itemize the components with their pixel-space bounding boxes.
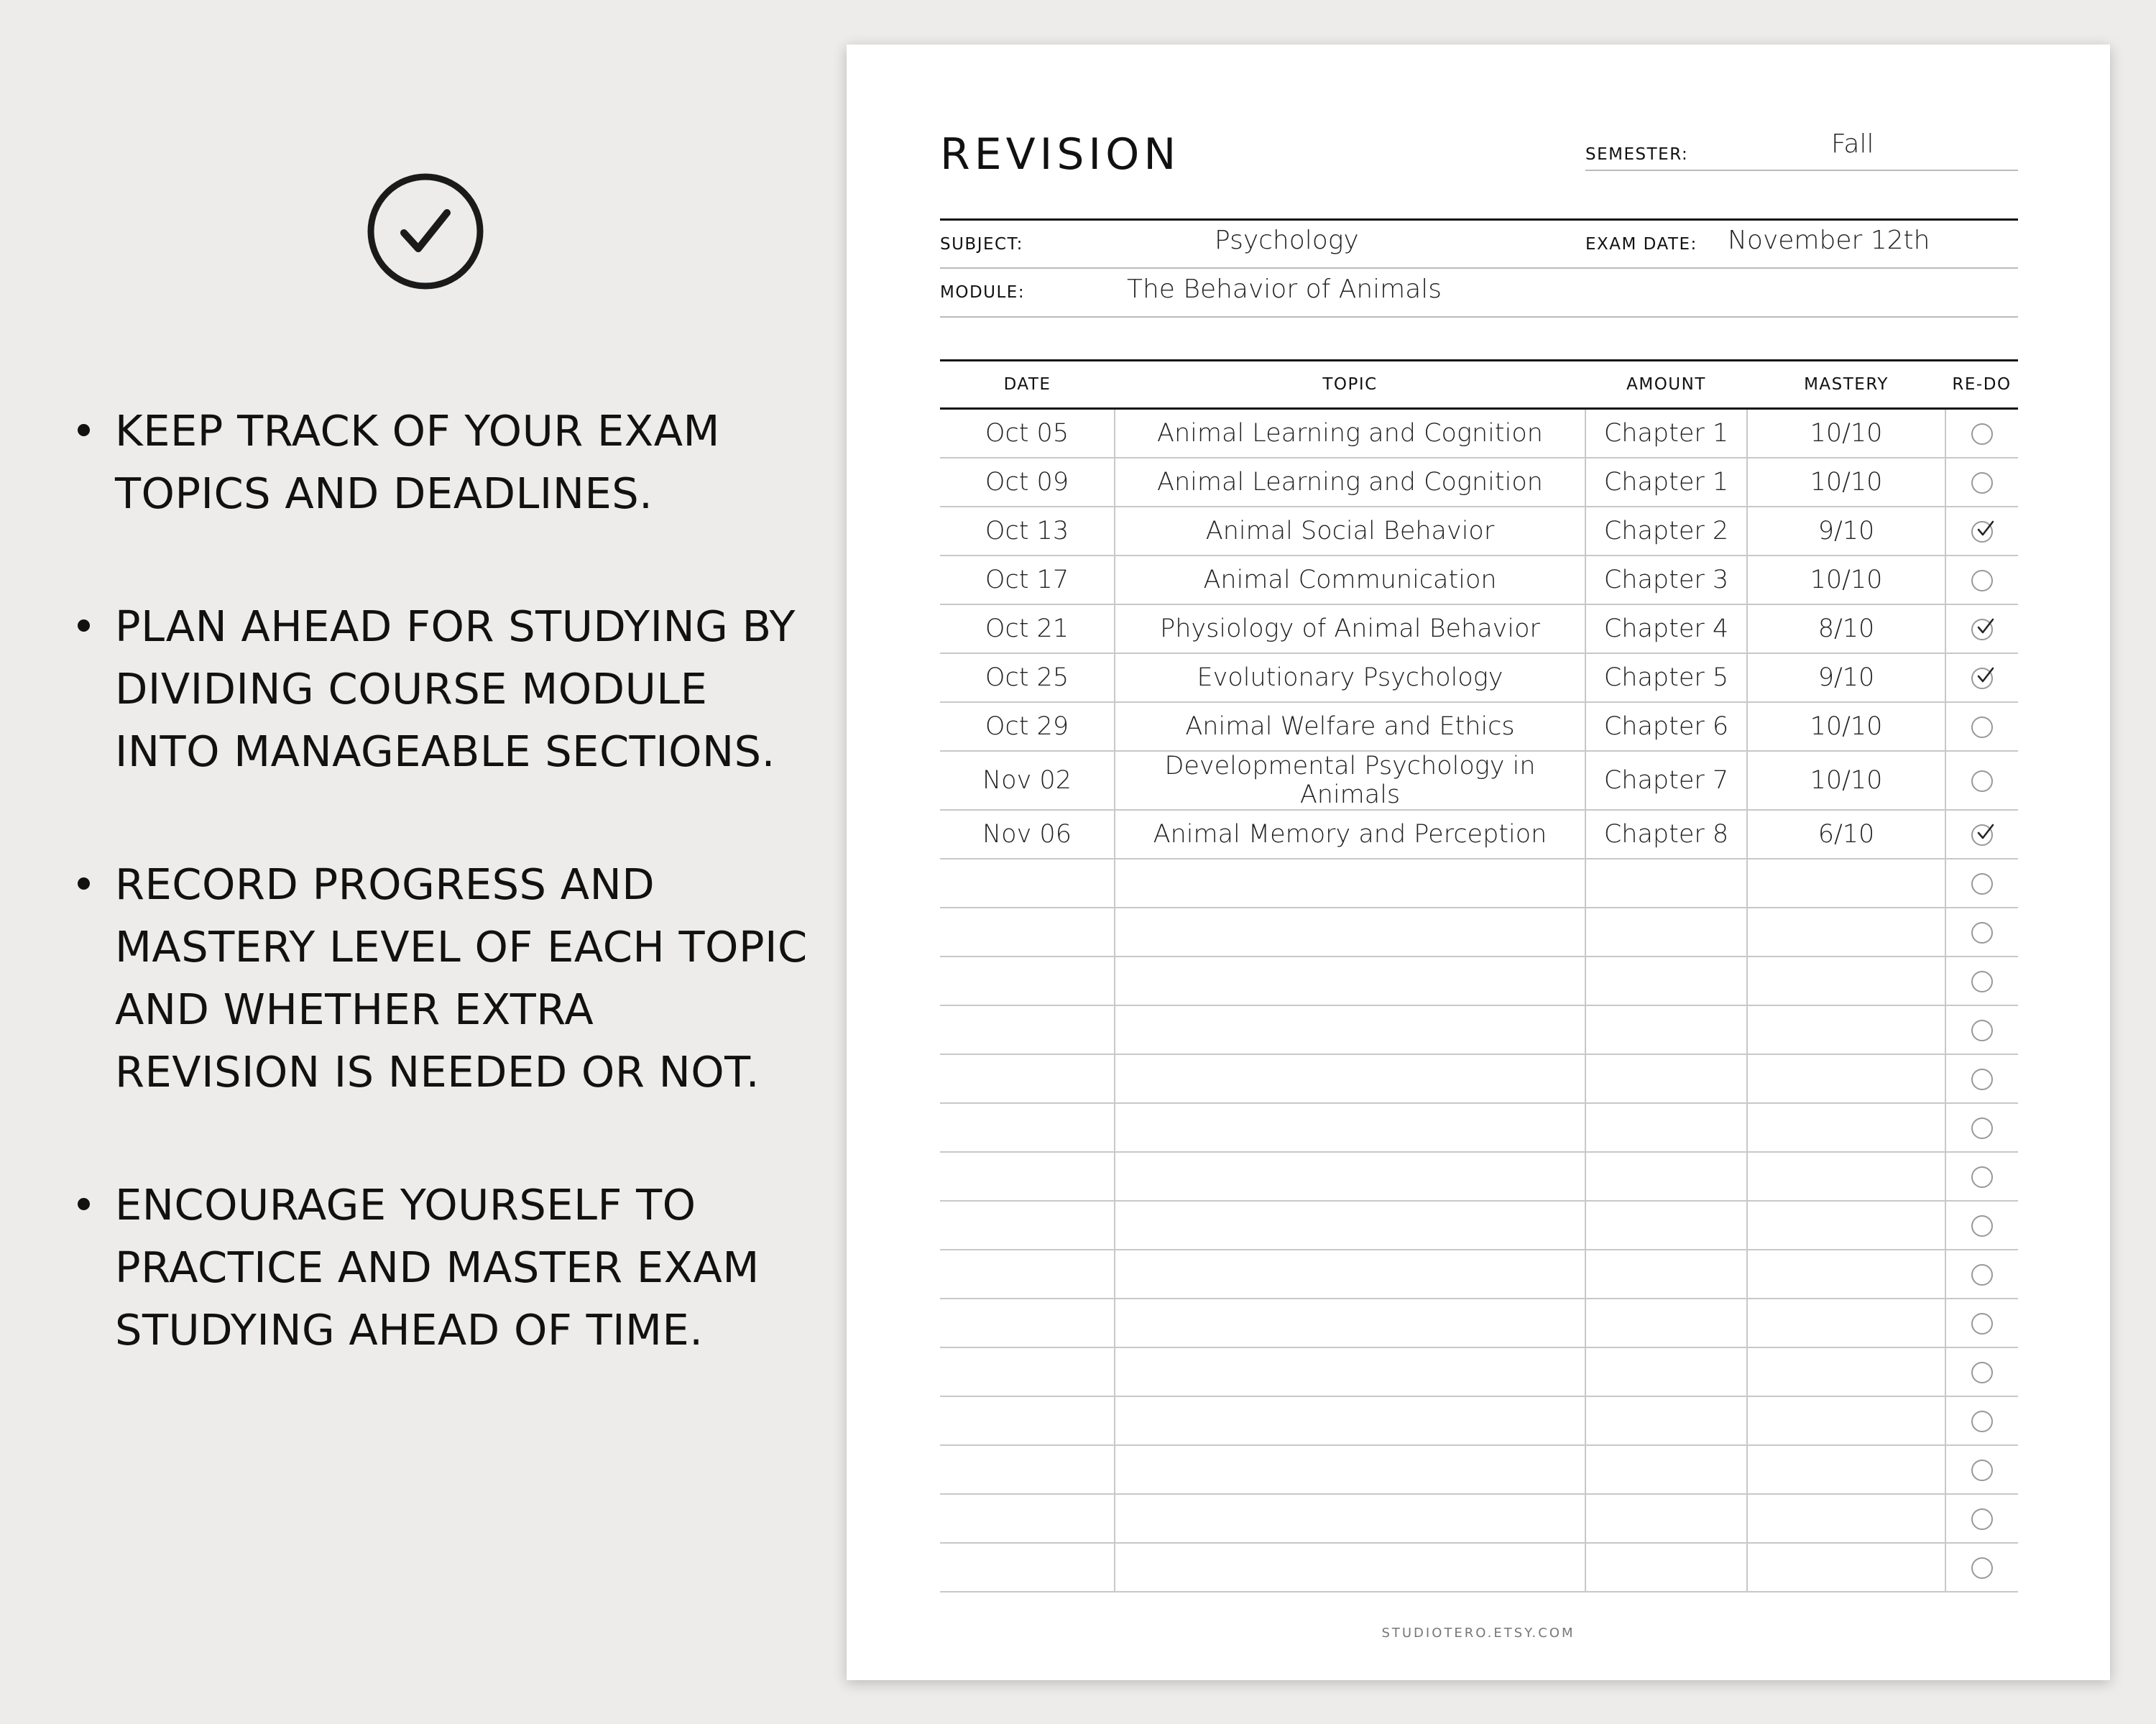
- table-row: [940, 702, 2018, 751]
- cell-amount: Chapter 6: [1585, 702, 1747, 751]
- cell-topic: [1115, 1152, 1585, 1201]
- cell-amount: [1585, 1543, 1747, 1592]
- cell-amount: [1585, 1201, 1747, 1250]
- checkmark-icon: [1974, 518, 1996, 540]
- feature-item: [72, 1174, 812, 1361]
- cell-date: [940, 957, 1115, 1005]
- cell-date: [940, 1299, 1115, 1347]
- redo-checkbox[interactable]: [1971, 1313, 1993, 1335]
- cell-mastery: [1747, 908, 1945, 957]
- cell-mastery: 6/10: [1747, 810, 1945, 859]
- redo-checkbox[interactable]: [1971, 619, 1993, 640]
- table-row: [940, 810, 2018, 859]
- redo-checkbox[interactable]: [1971, 770, 1993, 792]
- table-row: [940, 1005, 2018, 1054]
- cell-date: Nov 06: [940, 810, 1115, 859]
- column-header-redo: RE-DO: [1945, 361, 2018, 409]
- redo-checkbox[interactable]: [1971, 1508, 1993, 1530]
- module-value: The Behavior of Animals: [1127, 275, 1442, 304]
- cell-date: [940, 1054, 1115, 1103]
- redo-checkbox[interactable]: [1971, 971, 1993, 992]
- feature-text: RECORD PROGRESS AND MASTERY LEVEL OF EACH TOPIC AND WHETHER EXTRA REVISION IS NEEDED OR NOT.: [115, 859, 808, 1097]
- cell-mastery: [1747, 1054, 1945, 1103]
- cell-redo: [1945, 1445, 2018, 1494]
- cell-topic: Animal Communication: [1115, 556, 1585, 604]
- cell-topic: [1115, 1201, 1585, 1250]
- table-row: [940, 1543, 2018, 1592]
- semester-underline: [1585, 170, 2018, 171]
- bullet-icon: [78, 424, 90, 436]
- cell-topic: [1115, 1494, 1585, 1543]
- cell-topic: [1115, 859, 1585, 908]
- cell-mastery: [1747, 1250, 1945, 1299]
- cell-amount: [1585, 1299, 1747, 1347]
- table-row: [940, 1445, 2018, 1494]
- table-row: [940, 1299, 2018, 1347]
- redo-checkbox[interactable]: [1971, 521, 1993, 543]
- bullet-icon: [78, 1198, 90, 1210]
- subject-label: SUBJECT:: [940, 235, 1023, 254]
- cell-redo: [1945, 653, 2018, 702]
- cell-date: [940, 1250, 1115, 1299]
- cell-amount: [1585, 1396, 1747, 1445]
- column-header-mastery: MASTERY: [1747, 361, 1945, 409]
- cell-mastery: [1747, 1494, 1945, 1543]
- cell-amount: [1585, 1103, 1747, 1152]
- cell-topic: [1115, 1396, 1585, 1445]
- redo-checkbox[interactable]: [1971, 1020, 1993, 1041]
- cell-amount: Chapter 4: [1585, 604, 1747, 653]
- table-row: [940, 1347, 2018, 1396]
- cell-redo: [1945, 1494, 2018, 1543]
- column-header-date: DATE: [940, 361, 1115, 409]
- table-row: [940, 556, 2018, 604]
- redo-checkbox[interactable]: [1971, 1362, 1993, 1383]
- revision-table: [940, 359, 2018, 1592]
- cell-amount: [1585, 1445, 1747, 1494]
- checkmark-icon: [1974, 665, 1996, 686]
- cell-date: [940, 1201, 1115, 1250]
- cell-redo: [1945, 810, 2018, 859]
- redo-checkbox[interactable]: [1971, 1264, 1993, 1286]
- cell-date: [940, 1543, 1115, 1592]
- sheet-title: REVISION: [940, 129, 1181, 180]
- cell-mastery: [1747, 957, 1945, 1005]
- redo-checkbox[interactable]: [1971, 716, 1993, 738]
- subject-underline: [940, 267, 2018, 269]
- cell-redo: [1945, 702, 2018, 751]
- cell-topic: [1115, 1005, 1585, 1054]
- bullet-icon: [78, 877, 90, 890]
- cell-mastery: [1747, 1152, 1945, 1201]
- redo-checkbox[interactable]: [1971, 1215, 1993, 1237]
- table-row: [940, 458, 2018, 507]
- cell-amount: [1585, 1347, 1747, 1396]
- cell-amount: Chapter 7: [1585, 751, 1747, 810]
- table-row: [940, 751, 2018, 810]
- cell-amount: [1585, 1054, 1747, 1103]
- cell-mastery: [1747, 1347, 1945, 1396]
- cell-amount: [1585, 1250, 1747, 1299]
- redo-checkbox[interactable]: [1971, 1069, 1993, 1090]
- table-row: [940, 604, 2018, 653]
- cell-mastery: [1747, 1543, 1945, 1592]
- cell-amount: [1585, 1005, 1747, 1054]
- table-header-row: [940, 361, 2018, 409]
- cell-mastery: [1747, 1445, 1945, 1494]
- cell-date: [940, 1445, 1115, 1494]
- table-row: [940, 1201, 2018, 1250]
- cell-topic: [1115, 957, 1585, 1005]
- checkmark-icon: [1974, 821, 1996, 843]
- cell-amount: Chapter 8: [1585, 810, 1747, 859]
- column-header-topic: TOPIC: [1115, 361, 1585, 409]
- cell-date: Oct 17: [940, 556, 1115, 604]
- table-row: [940, 908, 2018, 957]
- table-row: [940, 653, 2018, 702]
- table-row: [940, 1396, 2018, 1445]
- cell-redo: [1945, 1543, 2018, 1592]
- table-row: [940, 957, 2018, 1005]
- cell-amount: [1585, 859, 1747, 908]
- table-row: [940, 1494, 2018, 1543]
- redo-checkbox[interactable]: [1971, 873, 1993, 895]
- cell-date: Oct 29: [940, 702, 1115, 751]
- cell-redo: [1945, 409, 2018, 458]
- cell-date: [940, 1347, 1115, 1396]
- cell-redo: [1945, 957, 2018, 1005]
- feature-text: ENCOURAGE YOURSELF TO PRACTICE AND MASTER EXAM STUDYING AHEAD OF TIME.: [115, 1180, 760, 1355]
- cell-redo: [1945, 908, 2018, 957]
- cell-redo: [1945, 859, 2018, 908]
- redo-checkbox[interactable]: [1971, 1411, 1993, 1432]
- cell-mastery: 10/10: [1747, 556, 1945, 604]
- cell-amount: [1585, 908, 1747, 957]
- redo-checkbox[interactable]: [1971, 423, 1993, 445]
- redo-checkbox[interactable]: [1971, 472, 1993, 494]
- cell-amount: Chapter 1: [1585, 409, 1747, 458]
- cell-topic: Animal Memory and Perception: [1115, 810, 1585, 859]
- cell-topic: [1115, 1250, 1585, 1299]
- semester-label: SEMESTER:: [1585, 145, 1689, 164]
- cell-mastery: [1747, 1396, 1945, 1445]
- header-divider: [940, 218, 2018, 221]
- subject-value: Psychology: [1215, 226, 1359, 255]
- module-label: MODULE:: [940, 283, 1026, 302]
- cell-redo: [1945, 751, 2018, 810]
- cell-topic: Animal Social Behavior: [1115, 507, 1585, 556]
- cell-topic: Animal Welfare and Ethics: [1115, 702, 1585, 751]
- revision-sheet: [847, 45, 2110, 1680]
- redo-checkbox[interactable]: [1971, 1117, 1993, 1139]
- feature-text: PLAN AHEAD FOR STUDYING BY DIVIDING COURSE MODULE INTO MANAGEABLE SECTIONS.: [115, 601, 796, 776]
- cell-topic: Animal Learning and Cognition: [1115, 458, 1585, 507]
- cell-date: [940, 1103, 1115, 1152]
- redo-checkbox[interactable]: [1971, 668, 1993, 689]
- cell-topic: [1115, 908, 1585, 957]
- cell-date: [940, 908, 1115, 957]
- cell-amount: Chapter 5: [1585, 653, 1747, 702]
- cell-amount: [1585, 1152, 1747, 1201]
- cell-amount: [1585, 957, 1747, 1005]
- redo-checkbox[interactable]: [1971, 1166, 1993, 1188]
- cell-topic: [1115, 1347, 1585, 1396]
- feature-text: KEEP TRACK OF YOUR EXAM TOPICS AND DEADLINES.: [115, 406, 720, 518]
- cell-topic: Evolutionary Psychology: [1115, 653, 1585, 702]
- cell-topic: [1115, 1103, 1585, 1152]
- checkmark-circle-icon: [367, 172, 484, 290]
- cell-topic: [1115, 1299, 1585, 1347]
- cell-mastery: 9/10: [1747, 507, 1945, 556]
- cell-amount: [1585, 1494, 1747, 1543]
- table-row: [940, 507, 2018, 556]
- exam-date-value: November 12th: [1728, 226, 1930, 255]
- cell-topic: [1115, 1543, 1585, 1592]
- footer-credit: STUDIOTERO.ETSY.COM: [1381, 1626, 1575, 1641]
- cell-mastery: [1747, 859, 1945, 908]
- table-row: [940, 1054, 2018, 1103]
- redo-checkbox[interactable]: [1971, 1557, 1993, 1579]
- cell-date: Nov 02: [940, 751, 1115, 810]
- redo-checkbox[interactable]: [1971, 570, 1993, 591]
- cell-mastery: 8/10: [1747, 604, 1945, 653]
- cell-date: [940, 1494, 1115, 1543]
- cell-mastery: 10/10: [1747, 751, 1945, 810]
- feature-item: [72, 400, 812, 525]
- cell-date: [940, 1152, 1115, 1201]
- table-row: [940, 859, 2018, 908]
- checkmark-icon: [1974, 616, 1996, 637]
- table-row: [940, 1250, 2018, 1299]
- cell-redo: [1945, 1250, 2018, 1299]
- cell-topic: Physiology of Animal Behavior: [1115, 604, 1585, 653]
- cell-redo: [1945, 458, 2018, 507]
- cell-date: Oct 21: [940, 604, 1115, 653]
- cell-mastery: [1747, 1103, 1945, 1152]
- cell-redo: [1945, 1103, 2018, 1152]
- cell-redo: [1945, 556, 2018, 604]
- cell-redo: [1945, 1201, 2018, 1250]
- cell-mastery: [1747, 1299, 1945, 1347]
- table-row: [940, 409, 2018, 458]
- redo-checkbox[interactable]: [1971, 922, 1993, 944]
- bullet-icon: [78, 619, 90, 632]
- column-header-amount: AMOUNT: [1585, 361, 1747, 409]
- cell-redo: [1945, 1347, 2018, 1396]
- module-underline: [940, 316, 2018, 318]
- cell-redo: [1945, 1152, 2018, 1201]
- cell-date: Oct 09: [940, 458, 1115, 507]
- semester-value: Fall: [1831, 129, 1874, 159]
- cell-amount: Chapter 2: [1585, 507, 1747, 556]
- cell-date: Oct 13: [940, 507, 1115, 556]
- cell-mastery: 10/10: [1747, 458, 1945, 507]
- cell-date: [940, 1005, 1115, 1054]
- cell-topic: Animal Learning and Cognition: [1115, 409, 1585, 458]
- cell-date: [940, 1396, 1115, 1445]
- cell-amount: Chapter 3: [1585, 556, 1747, 604]
- cell-redo: [1945, 507, 2018, 556]
- cell-amount: Chapter 1: [1585, 458, 1747, 507]
- redo-checkbox[interactable]: [1971, 1460, 1993, 1481]
- cell-mastery: 10/10: [1747, 702, 1945, 751]
- cell-redo: [1945, 1005, 2018, 1054]
- table-body: [940, 409, 2018, 1592]
- cell-date: [940, 859, 1115, 908]
- cell-topic: [1115, 1054, 1585, 1103]
- feature-list: [72, 400, 812, 1432]
- table-row: [940, 1103, 2018, 1152]
- cell-redo: [1945, 1299, 2018, 1347]
- feature-item: [72, 853, 812, 1103]
- cell-topic: [1115, 1445, 1585, 1494]
- cell-redo: [1945, 1396, 2018, 1445]
- cell-mastery: [1747, 1201, 1945, 1250]
- cell-redo: [1945, 1054, 2018, 1103]
- cell-mastery: 9/10: [1747, 653, 1945, 702]
- cell-mastery: [1747, 1005, 1945, 1054]
- feature-item: [72, 595, 812, 783]
- table-row: [940, 1152, 2018, 1201]
- cell-date: Oct 25: [940, 653, 1115, 702]
- exam-date-label: EXAM DATE:: [1585, 235, 1697, 254]
- redo-checkbox[interactable]: [1971, 824, 1993, 846]
- cell-topic: Developmental Psychology in Animals: [1115, 751, 1585, 810]
- cell-redo: [1945, 604, 2018, 653]
- cell-date: Oct 05: [940, 409, 1115, 458]
- cell-mastery: 10/10: [1747, 409, 1945, 458]
